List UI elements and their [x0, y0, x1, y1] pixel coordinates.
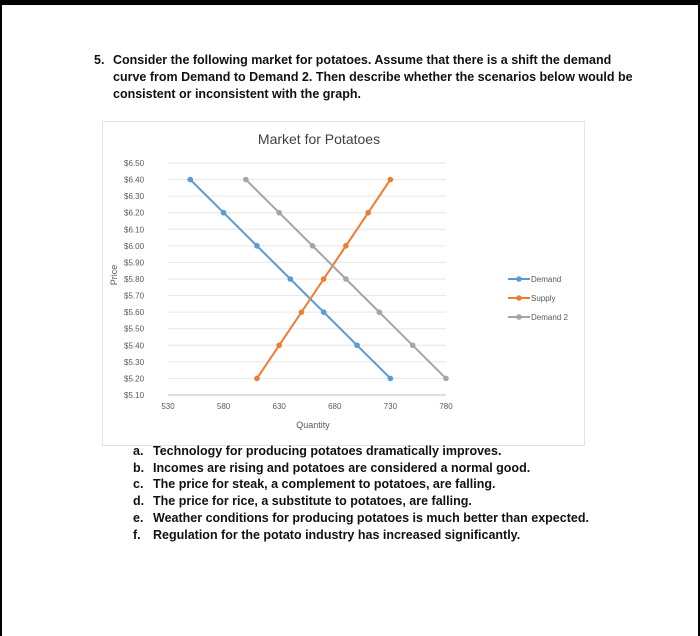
x-tick-label: 580 [216, 402, 231, 411]
y-tick-label: $6.10 [124, 225, 145, 235]
y-tick-label: $6.00 [124, 241, 145, 251]
data-point [288, 276, 294, 282]
data-point [443, 376, 449, 382]
data-point [321, 276, 327, 282]
data-point [410, 342, 416, 348]
data-point [321, 309, 327, 315]
data-point [365, 210, 371, 216]
x-tick-label: 680 [328, 402, 342, 411]
x-axis-label: Quantity [296, 420, 330, 430]
scenario-text: Incomes are rising and potatoes are considered a normal good. [153, 460, 531, 475]
legend-label: Demand [531, 275, 562, 284]
scenario-text: Regulation for the potato industry has increased significantly. [153, 527, 521, 542]
scenario-marker: a. [133, 444, 144, 458]
data-point [354, 342, 360, 348]
scenario-text: Technology for producing potatoes dramatically improves. [153, 444, 502, 458]
y-tick-label: $5.30 [124, 357, 145, 367]
legend-marker [516, 314, 522, 320]
scenario-marker: f. [133, 527, 141, 542]
scenario-marker: d. [133, 494, 145, 509]
question-number: 5. [94, 53, 105, 67]
scenario-text: The price for steak, a complement to potatoes, are falling. [153, 477, 496, 492]
market-chart [102, 121, 585, 446]
y-tick-label: $6.20 [124, 208, 145, 218]
question-5 [94, 52, 634, 103]
x-tick-label: 780 [439, 402, 453, 411]
x-tick-label: 630 [272, 402, 286, 411]
data-point [310, 243, 316, 249]
data-point [254, 376, 260, 382]
y-tick-label: $5.20 [124, 374, 145, 384]
data-point [388, 376, 394, 382]
legend-marker [516, 276, 522, 282]
scenario-item [133, 510, 593, 527]
data-point [343, 276, 349, 282]
scenario-item [133, 443, 593, 460]
data-point [276, 210, 282, 216]
scenario-item [133, 493, 593, 510]
scenario-text: The price for rice, a substitute to potatoes, are falling. [153, 494, 472, 509]
data-point [299, 309, 305, 315]
y-tick-label: $5.60 [124, 308, 145, 318]
scenario-marker: e. [133, 510, 144, 525]
y-tick-label: $5.70 [124, 291, 145, 301]
scenario-item [133, 460, 593, 477]
document-page [2, 5, 698, 636]
data-point [343, 243, 349, 249]
y-tick-label: $5.10 [124, 391, 145, 400]
data-point [276, 342, 282, 348]
y-tick-label: $5.90 [124, 258, 145, 268]
data-point [243, 177, 249, 183]
chart-canvas [103, 122, 584, 445]
data-point [376, 309, 382, 315]
y-axis-label: Price [109, 264, 119, 286]
data-point [254, 243, 260, 249]
x-tick-label: 530 [161, 402, 175, 411]
question-text: Consider the following market for potatoes. Assume that there is a shift the demand curve from Demand to Demand 2. Then describe whether the scenarios below would be consistent or inconsistent with the graph. [113, 53, 633, 101]
data-point [388, 177, 394, 183]
scenario-list [133, 443, 593, 543]
x-tick-label: 730 [383, 402, 398, 411]
legend-marker [516, 295, 522, 301]
y-tick-label: $5.50 [124, 324, 145, 334]
y-tick-label: $6.30 [124, 192, 145, 202]
y-tick-label: $5.80 [124, 275, 145, 284]
scenario-marker: b. [133, 460, 145, 475]
data-point [221, 210, 227, 216]
scenario-text: Weather conditions for producing potatoes is much better than expected. [153, 510, 589, 525]
chart-title: Market for Potatoes [257, 131, 381, 147]
y-tick-label: $6.50 [124, 159, 145, 168]
legend-label: Demand 2 [531, 313, 568, 322]
data-point [187, 177, 193, 183]
y-tick-label: $5.40 [124, 341, 145, 351]
scenario-item [133, 476, 593, 493]
legend-label: Supply [531, 294, 556, 303]
scenario-marker: c. [133, 477, 144, 492]
y-tick-label: $6.40 [124, 175, 145, 185]
scenario-item [133, 527, 593, 544]
